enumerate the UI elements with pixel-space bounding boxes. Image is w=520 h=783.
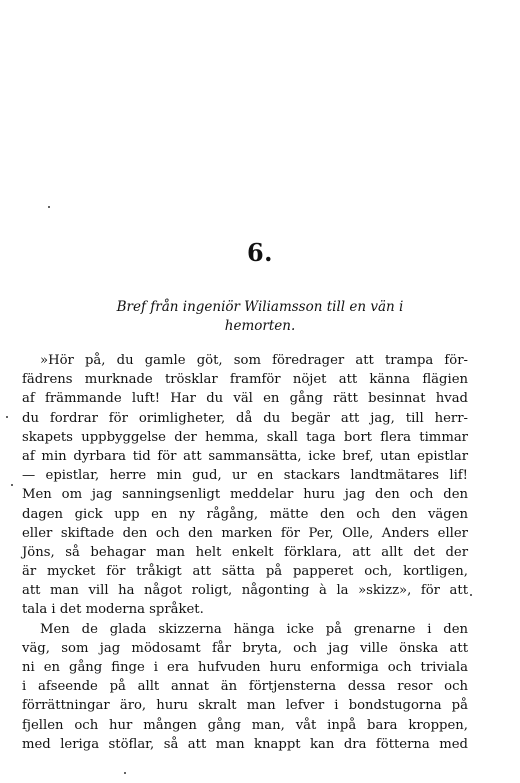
text-line: af min dyrbara tid för att sammansätta, icke bref, utan epistlar <box>22 448 468 464</box>
text-line: är mycket för tråkigt att sätta på papperet och, kortligen, <box>22 564 468 580</box>
text-line: Men de glada skizzerna hänga icke på grenarne i den <box>40 621 468 637</box>
text-line: väg, som jag mödosamt får bryta, och jag ville önska att <box>22 640 468 656</box>
chapter-number: 6. <box>246 238 274 267</box>
chapter-title-line: hemorten. <box>224 318 296 334</box>
text-line: förrättningar äro, huru skralt man lefver i bondstugorna på <box>22 698 468 714</box>
text-line: dagen gick upp en ny rågång, mätte den och den vägen <box>22 506 468 522</box>
text-line: fädrens murknade trösklar framför nöjet att känna flägien <box>22 372 468 388</box>
text-line: skapets uppbyggelse der hemma, skall taga bort flera timmar <box>22 429 468 445</box>
speck <box>11 484 13 486</box>
text-line: af främmande luft! Har du väl en gång rätt besinnat hvad <box>22 391 468 407</box>
text-line: fjellen och hur mången gång man, våt inpå bara kroppen, <box>22 717 468 733</box>
chapter-title <box>40 298 480 336</box>
text-line: i afseende på allt annat än förtjensterna dessa resor och <box>22 679 468 695</box>
text-line: eller skiftade den och den marken för Per, Olle, Anders eller <box>22 525 468 541</box>
text-line: Jöns, så behagar man helt enkelt förklara, att allt det der <box>22 544 468 560</box>
text-line: att man vill ha något roligt, någonting à la »skizz», för att <box>22 583 468 599</box>
speck <box>124 772 126 774</box>
text-line: — epistlar, herre min gud, ur en stackars landtmätares lif! <box>22 468 468 484</box>
text-line: tala i det moderna språket. <box>22 602 204 618</box>
text-line: Men om jag sanningsenligt meddelar huru jag den och den <box>22 487 468 503</box>
text-line: med leriga stöflar, så att man knappt kan dra fötterna med <box>22 736 468 752</box>
text-line: du fordrar för orimligheter, då du begär att jag, till herr- <box>22 410 468 426</box>
body-text <box>22 351 468 754</box>
speck <box>48 206 50 208</box>
speck <box>6 416 8 418</box>
text-line: ni en gång finge i era hufvuden huru enformiga och triviala <box>22 660 468 675</box>
speck <box>470 594 472 596</box>
chapter-title-line: Bref från ingeniör Wiliamsson till en vän i <box>116 299 404 315</box>
text-line: »Hör på, du gamle göt, som föredrager att trampa för- <box>40 353 468 368</box>
